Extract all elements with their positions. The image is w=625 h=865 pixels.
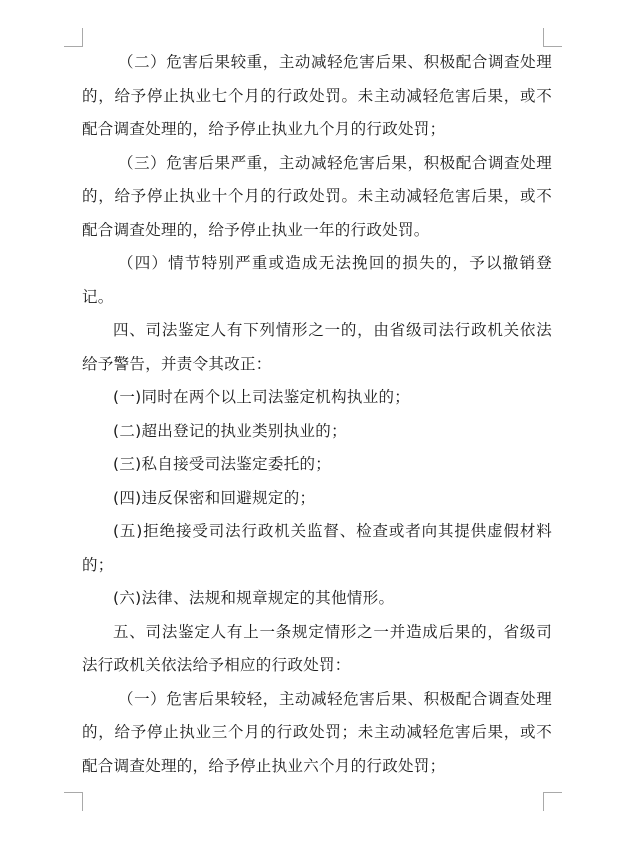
list-item-6: (六)法律、法规和规章规定的其他情形。 [113,589,395,607]
list-item-2: (二)超出登记的执业类别执业的； [113,421,347,440]
list-item-5: (五)拒绝接受司法行政机关监督、检查或者向其提供虚假材料的； [82,522,552,574]
margin-corner-bottom-right [543,792,562,811]
list-item-1: (一)同时在两个以上司法鉴定机构执业的； [113,388,411,406]
paragraph-article-5: 五、司法鉴定人有上一条规定情形之一并造成后果的，省级司法行政机关依法给予相应的行政处罚： [82,622,552,674]
paragraph-item-2-severe: （二）危害后果较重，主动减轻危害后果、积极配合调查处理的，给予停止执业七个月的行政处罚。未主动减轻危害后果，或不配合调查处理的，给予停止执业九个月的行政处罚； [82,53,552,138]
paragraph-item-1-light: （一）危害后果较轻，主动减轻危害后果、积极配合调查处理的，给予停止执业三个月的行政处罚；未主动减轻危害后果，或不配合调查处理的，给予停止执业六个月的行政处罚； [82,689,552,775]
list-item-4: (四)违反保密和回避规定的； [113,488,316,507]
paragraph-item-3-serious: （三）危害后果严重，主动减轻危害后果，积极配合调查处理的，给予停止执业十个月的行政处罚。未主动减轻危害后果，或不配合调查处理的，给予停止执业一年的行政处罚。 [82,153,552,239]
list-item-3: (三)私自接受司法鉴定委托的； [113,455,332,473]
margin-corner-bottom-left [64,792,83,811]
paragraph-article-4: 四、司法鉴定人有下列情形之一的，由省级司法行政机关依法给予警告，并责令其改正： [82,321,552,373]
paragraph-item-4-revocation: （四）情节特别严重或造成无法挽回的损失的，予以撤销登记。 [82,254,552,306]
margin-corner-top-right [543,28,562,47]
margin-corner-top-left [64,28,83,47]
document-body[interactable] [82,46,552,783]
